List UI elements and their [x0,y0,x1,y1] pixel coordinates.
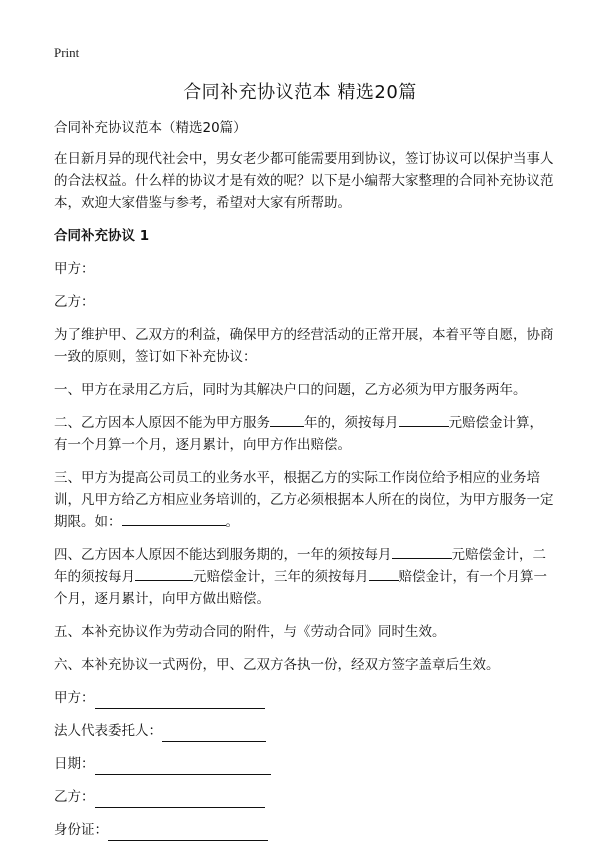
signature-legal-rep [54,720,554,742]
print-link[interactable]: Print [54,45,80,60]
signature-id-card [54,819,554,841]
signature-label: 身份证： [54,822,108,838]
intro-paragraph: 在日新月异的现代社会中，男女老少都可能需要用到协议，签订协议可以保护当事人的合法权益。什么样的协议才是有效的呢？以下是小编帮大家整理的合同补充协议范本，欢迎大家借鉴与参考，希望对大家有所帮助。 [54,151,554,211]
signature-label: 法人代表委托人： [54,723,162,739]
blank-field [135,566,193,581]
party-b-line: 乙方： [54,294,95,310]
blank-field [369,566,399,581]
signature-line [95,692,265,709]
clause-4: 四、乙方因本人原因不能达到服务期的，一年的须按每月 元赔偿金计，二年的须按每月 元赔偿金计，三年的须按每月 赔偿金计，有一个月算一个月，逐月累计，向甲方做出赔偿。 [54,544,554,610]
signature-party-b [54,786,554,808]
page-title: 合同补充协议范本 精选20篇 [183,82,417,103]
clause-2: 二、乙方因本人原因不能为甲方服务 年的，须按每月 元赔偿金计算，有一个月算一个月，逐月累计，向甲方作出赔偿。 [54,412,554,456]
signature-line [162,725,266,742]
signature-date [54,753,554,775]
signature-label: 日期： [54,756,95,772]
signature-line [95,791,265,808]
clause-3: 三、甲方为提高公司员工的业务水平，根据乙方的实际工作岗位给予相应的业务培训，凡甲方给乙方相应业务培训的，乙方必须根据本人所在的岗位，为甲方服务一定期限。如： 。 [54,470,554,530]
preamble-paragraph: 为了维护甲、乙双方的利益，确保甲方的经营活动的正常开展，本着平等自愿，协商一致的原则，签订如下补充协议： [54,327,554,365]
signature-line [95,758,271,775]
signature-label: 乙方： [54,789,95,805]
blank-field [399,412,449,427]
blank-field [270,412,304,427]
blank-field [122,511,226,526]
document-subtitle: 合同补充协议范本（精选20篇） [54,120,247,136]
signature-label: 甲方： [54,690,95,706]
clause-6: 六、本补充协议一式两份，甲、乙双方各执一份，经双方签字盖章后生效。 [54,657,500,673]
signature-line [108,824,268,841]
section-heading: 合同补充协议 1 [54,228,150,244]
party-a-line: 甲方： [54,261,95,277]
blank-field [392,544,452,559]
signature-party-a [54,687,554,709]
clause-5: 五、本补充协议作为劳动合同的附件，与《劳动合同》同时生效。 [54,624,446,640]
document-body [54,117,554,852]
clause-1: 一、甲方在录用乙方后，同时为其解决户口的问题，乙方必须为甲方服务两年。 [54,382,527,398]
